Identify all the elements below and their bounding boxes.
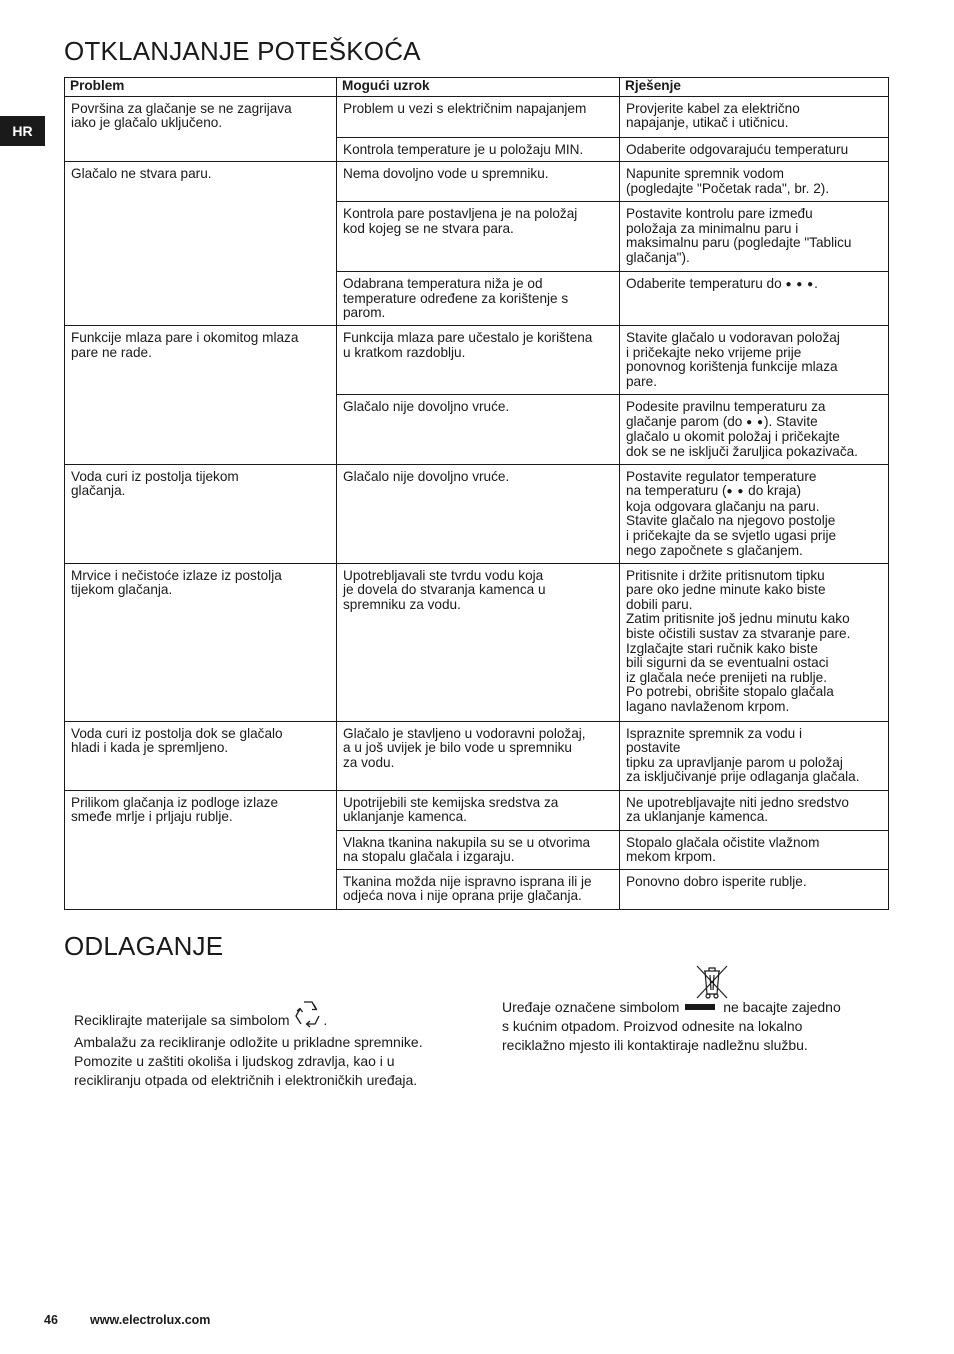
weee-bar-icon xyxy=(685,1004,715,1010)
recycle-text: Ambalažu za recikliranje odložite u prikladne spremnike. Pomozite u zaštiti okoliša i ljudskog zdravlja, kao i u recikliranju otpada od električnih i elektroničkih uređaja. xyxy=(74,1034,423,1088)
disposal-recycling-text xyxy=(74,998,474,1090)
solution-text: do kraja) koja odgovara glačanju na paru. Stavite glačalo na njegovo postolje i pričekajte da se svjetlo ugasi prije nego započnete s glačanjem. xyxy=(626,483,837,558)
disposal-weee-text xyxy=(502,998,882,1055)
temperature-dots-icon: ● ● xyxy=(726,486,745,498)
table-row xyxy=(65,563,889,721)
solution-cell: Ne upotrebljavajte niti jedno sredstvo za uklanjanje kamenca. xyxy=(620,790,889,830)
troubleshooting-table xyxy=(64,77,889,910)
website-link[interactable]: www.electrolux.com xyxy=(90,1313,211,1327)
weee-text: Uređaje označene simbolom xyxy=(502,999,684,1015)
table-row xyxy=(65,721,889,790)
recycle-icon xyxy=(293,998,323,1033)
troubleshooting-title: OTKLANJANJE POTEŠKOĆA xyxy=(64,36,421,66)
cause-cell: Kontrola temperature je u položaju MIN. xyxy=(337,137,620,162)
solution-text: ). Stavite glačalo u okomit položaj i pričekajte dok se ne isključi žaruljica pokazivača. xyxy=(626,413,858,459)
table-row xyxy=(65,162,889,202)
problem-cell: Voda curi iz postolja dok se glačalo hladi i kada je spremljeno. xyxy=(65,721,337,790)
recycle-text: Reciklirajte materijale sa simbolom xyxy=(74,1012,294,1028)
solution-text: Podesite pravilnu temperaturu za glačanje parom (do xyxy=(626,399,826,429)
problem-cell: Funkcije mlaza pare i okomitog mlaza pare ne rade. xyxy=(65,326,337,464)
table-header-row xyxy=(65,78,889,97)
solution-cell xyxy=(620,464,889,563)
cause-cell: Tkanina možda nije ispravno isprana ili je odjeća nova i nije oprana prije glačanja. xyxy=(337,869,620,909)
solution-cell: Provjerite kabel za električno napajanje, utikač i utičnicu. xyxy=(620,96,889,137)
weee-text: ne bacajte zajedno s kućnim otpadom. Proizvod odnesite na lokalno reciklažno mjesto ili kontaktiraje nadležnu službu. xyxy=(502,999,841,1053)
cause-cell: Vlakna tkanina nakupila su se u otvorima na stopalu glačala i izgaraju. xyxy=(337,830,620,869)
solution-cell: Odaberite odgovarajuću temperaturu xyxy=(620,137,889,162)
cause-cell: Glačalo nije dovoljno vruće. xyxy=(337,395,620,464)
cause-cell: Glačalo je stavljeno u vodoravni položaj, a u još uvijek je bilo vode u spremniku za vodu. xyxy=(337,721,620,790)
problem-cell: Površina za glačanje se ne zagrijava iako je glačalo uključeno. xyxy=(65,96,337,162)
language-tab: HR xyxy=(0,116,45,146)
solution-text: . xyxy=(814,276,818,292)
page-number: 46 xyxy=(44,1313,58,1327)
cause-cell: Upotrijebili ste kemijska sredstva za uklanjanje kamenca. xyxy=(337,790,620,830)
solution-cell xyxy=(620,272,889,326)
problem-cell: Voda curi iz postolja tijekom glačanja. xyxy=(65,464,337,563)
header-solution: Rješenje xyxy=(620,78,889,97)
table-row xyxy=(65,464,889,563)
cause-cell: Kontrola pare postavljena je na položaj kod kojeg se ne stvara para. xyxy=(337,202,620,272)
solution-text: Odaberite temperaturu do xyxy=(626,276,786,292)
cause-cell: Funkcija mlaza pare učestalo je korištena u kratkom razdoblju. xyxy=(337,326,620,395)
solution-cell: Ispraznite spremnik za vodu i postavite tipku za upravljanje parom u položaj za isključivanje prije odlaganja glačala. xyxy=(620,721,889,790)
solution-cell: Stopalo glačala očistite vlažnom mekom krpom. xyxy=(620,830,889,869)
disposal-title: ODLAGANJE xyxy=(64,931,224,961)
header-cause: Mogući uzrok xyxy=(337,78,620,97)
solution-cell: Postavite kontrolu pare između položaja za minimalnu paru i maksimalnu paru (pogledajte "Tablicu glačanja"). xyxy=(620,202,889,272)
cause-cell: Upotrebljavali ste tvrdu vodu koja je dovela do stvaranja kamenca u spremniku za vodu. xyxy=(337,563,620,721)
temperature-dots-icon: ● ● ● xyxy=(785,279,815,291)
solution-cell: Pritisnite i držite pritisnutom tipku pare oko jedne minute kako biste dobili paru. Zatim pritisnite još jednu minutu kako biste očistili sustav za stvaranje pare. Izglačajte stari ručnik kako biste bili sigurni da se eventualni ostaci iz glačala neće prenijeti na rublje. Po potrebi, obrišite stopalo glačala lagano navlaženom krpom. xyxy=(620,563,889,721)
cause-cell: Glačalo nije dovoljno vruće. xyxy=(337,464,620,563)
temperature-dots-icon: ● ● xyxy=(746,416,765,428)
solution-text: Postavite regulator temperature na temperaturu ( xyxy=(626,468,817,499)
header-problem: Problem xyxy=(65,78,337,97)
table-row xyxy=(65,790,889,830)
solution-cell: Stavite glačalo u vodoravan položaj i pričekajte neko vrijeme prije ponovnog korištenja funkcije mlaza pare. xyxy=(620,326,889,395)
problem-cell: Mrvice i nečistoće izlaze iz postolja tijekom glačanja. xyxy=(65,563,337,721)
problem-cell: Prilikom glačanja iz podloge izlaze smeđe mrlje i prljaju rublje. xyxy=(65,790,337,909)
solution-cell xyxy=(620,395,889,464)
recycle-text: . xyxy=(323,1012,328,1028)
table-row xyxy=(65,96,889,137)
solution-cell: Ponovno dobro isperite rublje. xyxy=(620,869,889,909)
solution-cell: Napunite spremnik vodom (pogledajte "Početak rada", br. 2). xyxy=(620,162,889,202)
cause-cell: Odabrana temperatura niža je od temperature određene za korištenje s parom. xyxy=(337,272,620,326)
cause-cell: Nema dovoljno vode u spremniku. xyxy=(337,162,620,202)
cause-cell: Problem u vezi s električnim napajanjem xyxy=(337,96,620,137)
table-row xyxy=(65,326,889,395)
problem-cell: Glačalo ne stvara paru. xyxy=(65,162,337,326)
